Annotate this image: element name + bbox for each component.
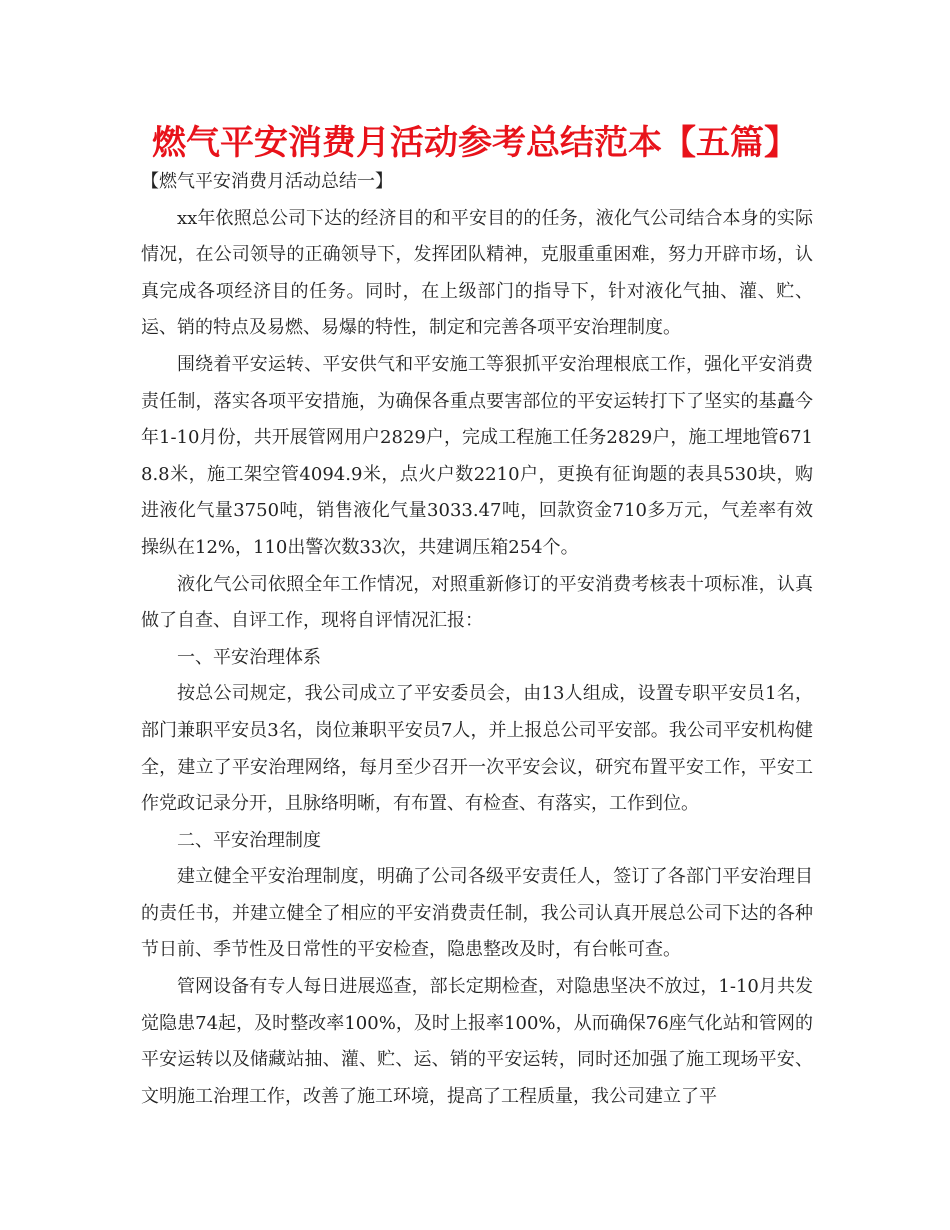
paragraph: 建立健全平安治理制度，明确了公司各级平安责任人，签订了各部门平安治理目的责任书，并建立健全了相应的平安消费责任制，我公司认真开展总公司下达的各种节日前、季节性及日常性的平安检查，隐患整改及时，有台帐可查。 <box>141 866 813 961</box>
section-heading: 一、平安治理体系 <box>177 646 321 668</box>
paragraph: 液化气公司依照全年工作情况，对照重新修订的平安消费考核表十项标准，认真做了自查、自评工作，现将自评情况汇报： <box>141 573 813 632</box>
section-heading: 【燃气平安消费月活动总结一】 <box>141 171 393 192</box>
section-heading: 二、平安治理制度 <box>177 829 321 851</box>
paragraph: 围绕着平安运转、平安供气和平安施工等狠抓平安治理根底工作，强化平安消费责任制，落实各项平安措施，为确保各重点要害部位的平安运转打下了坚实的基矗今年1-10月份，共开展管网用户2829户，完成工程施工任务2829户，施工埋地管6718.8米，施工架空管4094.9米，点火户数2210户，更换有征询题的表具530块，购进液化气量3750吨，销售液化气量3033.47吨，回款资金710多万元，气差率有效操纵在12%，110出警次数33次，共建调压箱254个。 <box>141 353 813 558</box>
document-body <box>141 164 813 1115</box>
paragraph: xx年依照总公司下达的经济目的和平安目的的任务，液化气公司结合本身的实际情况，在公司领导的正确领导下，发挥团队精神，克服重重困难，努力开辟市场，认真完成各项经济目的任务。同时，在上级部门的指导下，针对液化气抽、灌、贮、运、销的特点及易燃、易爆的特性，制定和完善各项平安治理制度。 <box>141 207 813 339</box>
document-title: 燃气平安消费月活动参考总结范本【五篇】 <box>152 123 798 163</box>
paragraph: 按总公司规定，我公司成立了平安委员会，由13人组成，设置专职平安员1名，部门兼职平安员3名，岗位兼职平安员7人，并上报总公司平安部。我公司平安机构健全，建立了平安治理网络，每月至少召开一次平安会议，研究布置平安工作，平安工作党政记录分开，且脉络明晰，有布置、有检查、有落实，工作到位。 <box>141 683 813 815</box>
paragraph: 管网设备有专人每日进展巡查，部长定期检查，对隐患坚决不放过，1-10月共发觉隐患74起，及时整改率100%，及时上报率100%，从而确保76座气化站和管网的平安运转以及储藏站抽、灌、贮、运、销的平安运转，同时还加强了施工现场平安、文明施工治理工作，改善了施工环境，提高了工程质量，我公司建立了平 <box>141 976 813 1107</box>
